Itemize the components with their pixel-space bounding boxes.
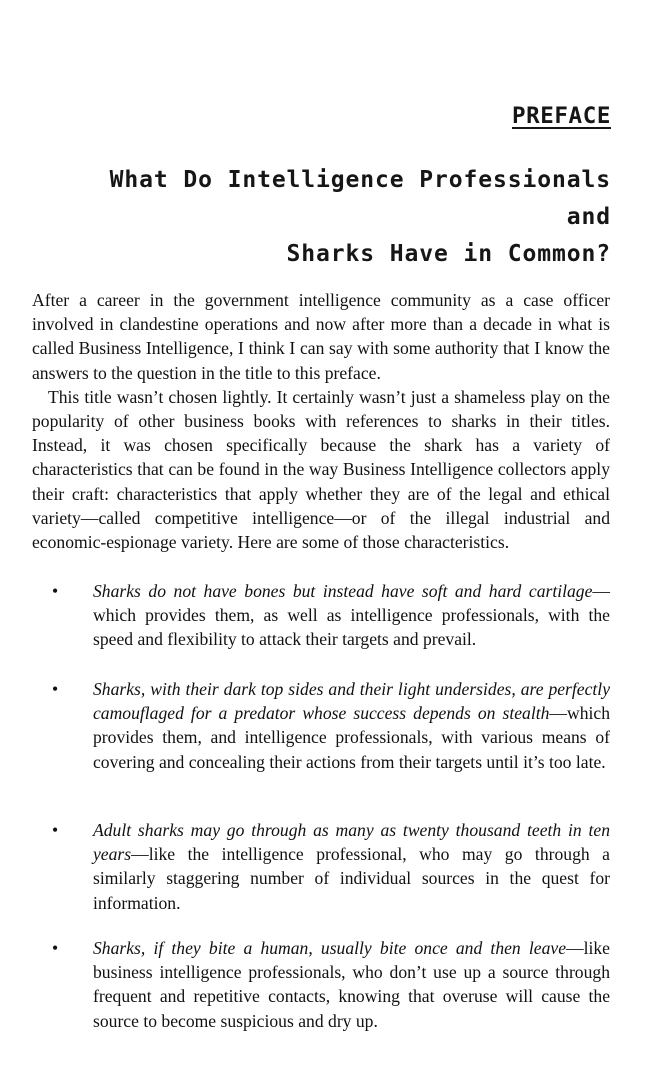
chapter-title-line-2: Sharks Have in Common? — [286, 241, 611, 267]
bullet-text — [93, 936, 610, 1033]
bullet-marker: • — [52, 820, 59, 840]
paragraph-2-text: This title wasn’t chosen lightly. It certainly wasn’t just a shameless play on the popularity of other business books with references to sharks in their titles. Instead, it was chosen specifically because the shark has a variety of characteristics that can be found in the way Business Intelligence collectors apply their craft: characteristics that apply whether they are of the legal and ethical variety—called competitive intelligence—or of the illegal industrial and economic-espionage variety. Here are some of those characteristics. — [32, 386, 610, 553]
bullet-marker: • — [52, 938, 59, 958]
bullet-italic-phrase: Adult sharks may go through as many as twenty thousand teeth in ten years — [93, 820, 610, 865]
bullet-rest-text: —which provides them, and intelligence professionals, with various means of covering and concealing their actions from their targets until it’s too late. — [93, 703, 610, 772]
bullet-text — [93, 818, 610, 915]
chapter-title-line-1: What Do Intelligence Professionals and — [109, 167, 611, 230]
paragraph-1 — [32, 288, 610, 385]
bullet-text — [93, 579, 610, 652]
bullet-marker: • — [52, 679, 59, 699]
bullet-italic-phrase: Sharks do not have bones but instead have soft and hard cartilage — [93, 581, 593, 601]
paragraph-1-text: After a career in the government intelligence community as a case officer involved in clandestine operations and now after more than a decade in what is called Business Intelligence, I think I can say with some authority that I know the answers to the question in the title to this preface. — [32, 290, 610, 383]
bullet-text — [93, 677, 610, 774]
bullet-rest-text: —like the intelligence professional, who may go through a similarly staggering number of individual sources in the quest for information. — [93, 844, 610, 913]
bullet-italic-phrase: Sharks, with their dark top sides and their light undersides, are perfectly camouflaged for a predator whose success depends on stealth — [93, 679, 610, 724]
bullet-italic-phrase: Sharks, if they bite a human, usually bite once and then leave — [93, 938, 567, 958]
bullet-rest-text: —which provides them, as well as intelligence professionals, with the speed and flexibility to attack their targets and prevail. — [93, 581, 610, 650]
chapter-title — [60, 162, 611, 273]
paragraph-2 — [32, 385, 610, 554]
bullet-rest-text: —like business intelligence professionals, who don’t use up a source through frequent and repetitive contacts, knowing that overuse will cause the source to become suspicious and dry up. — [93, 938, 610, 1031]
chapter-label: PREFACE — [511, 103, 611, 129]
bullet-marker: • — [52, 581, 59, 601]
